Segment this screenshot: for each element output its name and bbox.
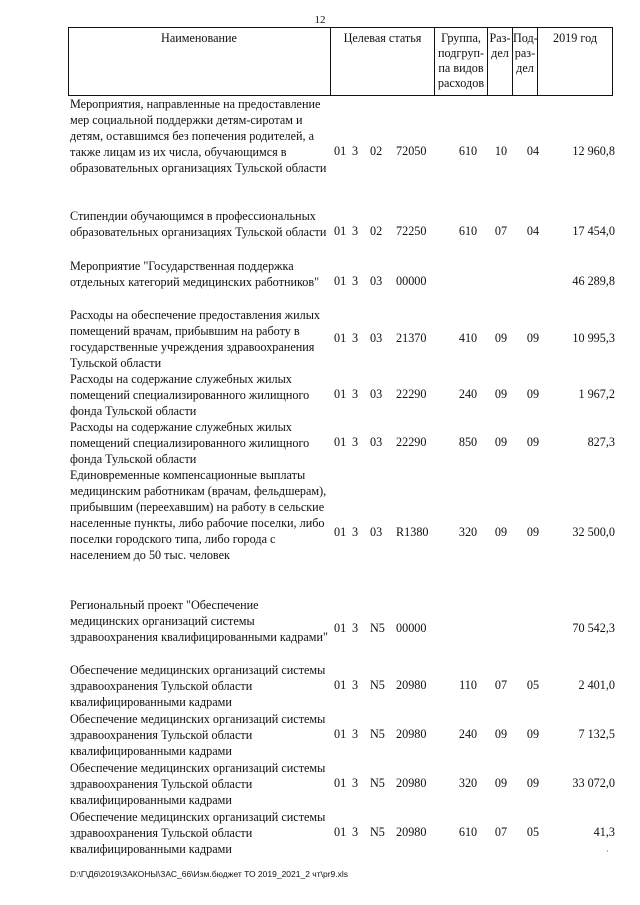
target-direction: 20980 (396, 776, 427, 790)
target-event: 03 (370, 387, 383, 401)
target-program: 01 (334, 621, 347, 635)
razdel-code: 07 (494, 825, 508, 839)
table-row (70, 467, 615, 579)
amount: 2 401,0 (578, 678, 615, 692)
header-group: Группа, подгруп- па видов расходов (435, 27, 488, 96)
target-event: N5 (370, 776, 385, 790)
group-code: 320 (458, 525, 478, 539)
table-row (70, 258, 615, 306)
row-name: Единовременные компенсационные выплаты медицинским работникам (врачам, фельдшерам), прибывшим (переехавшим) на работу в сельские населенные пункты, либо рабочие поселки, либо поселки городского типа, либо города с населением до 50 тыс. человек (70, 468, 327, 562)
razdel-code: 07 (494, 224, 508, 238)
target-subprogram: 3 (352, 678, 359, 692)
podrazdel-code: 09 (526, 331, 540, 345)
target-event: 03 (370, 525, 383, 539)
row-name: Мероприятия, направленные на предоставление мер социальной поддержки детям-сиротам и детям, оставшимся без попечения родителей, а также лицам из их числа, обучающимся в образовательных организациях Тульской области (70, 97, 327, 175)
target-program: 01 (334, 331, 347, 345)
group-code: 610 (458, 144, 478, 158)
row-name: Мероприятие "Государственная поддержка отдельных категорий медицинских работников" (70, 259, 320, 289)
row-name: Расходы на содержание служебных жилых помещений специализированного жилищного фонда Тульской области (70, 372, 310, 418)
row-name: Обеспечение медицинских организаций системы здравоохранения Тульской области квалифицированными кадрами (70, 761, 326, 807)
table-row (70, 662, 615, 710)
podrazdel-code: 09 (526, 776, 540, 790)
target-event: N5 (370, 825, 385, 839)
header-year: 2019 год (538, 27, 613, 96)
target-program: 01 (334, 224, 347, 238)
razdel-code: 09 (494, 387, 508, 401)
target-program: 01 (334, 387, 347, 401)
table-row (70, 809, 615, 857)
target-event: N5 (370, 678, 385, 692)
amount: 33 072,0 (572, 776, 615, 790)
podrazdel-code: 09 (526, 435, 540, 449)
target-event: N5 (370, 727, 385, 741)
table-row (70, 760, 615, 808)
target-subprogram: 3 (352, 224, 359, 238)
razdel-code: 10 (494, 144, 508, 158)
podrazdel-code: 04 (526, 144, 540, 158)
target-event: 03 (370, 331, 383, 345)
amount: 17 454,0 (572, 224, 615, 238)
target-program: 01 (334, 274, 347, 288)
amount: 10 995,3 (572, 331, 615, 345)
amount: 32 500,0 (572, 525, 615, 539)
amount: 41,3 (593, 825, 615, 839)
group-code: 610 (458, 224, 478, 238)
row-name: Обеспечение медицинских организаций системы здравоохранения Тульской области квалифицированными кадрами (70, 663, 326, 709)
razdel-code: 09 (494, 727, 508, 741)
row-name: Обеспечение медицинских организаций системы здравоохранения Тульской области квалифицированными кадрами (70, 712, 326, 758)
table-row (70, 711, 615, 759)
target-program: 01 (334, 144, 347, 158)
razdel-code: 09 (494, 776, 508, 790)
razdel-code: 09 (494, 331, 508, 345)
target-direction: 20980 (396, 825, 427, 839)
target-direction: 72050 (396, 144, 427, 158)
podrazdel-code: 09 (526, 727, 540, 741)
razdel-code: 07 (494, 678, 508, 692)
target-program: 01 (334, 776, 347, 790)
target-subprogram: 3 (352, 727, 359, 741)
page-number: 12 (314, 14, 326, 26)
row-name: Региональный проект "Обеспечение медицинских организаций системы здравоохранения квалифицированными кадрами" (70, 598, 328, 644)
target-subprogram: 3 (352, 621, 359, 635)
group-code: 240 (458, 387, 478, 401)
header-podrazdel: Под- раз- дел (513, 27, 538, 96)
target-subprogram: 3 (352, 274, 359, 288)
target-program: 01 (334, 825, 347, 839)
amount: 1 967,2 (578, 387, 615, 401)
header-target: Целевая статья (331, 27, 435, 96)
target-event: 03 (370, 435, 383, 449)
header-name: Наименование (68, 27, 331, 96)
target-event: 03 (370, 274, 383, 288)
group-code: 850 (458, 435, 478, 449)
group-code: 410 (458, 331, 478, 345)
table-row (70, 371, 615, 419)
podrazdel-code: 05 (526, 825, 540, 839)
target-subprogram: 3 (352, 331, 359, 345)
target-subprogram: 3 (352, 435, 359, 449)
amount: 70 542,3 (572, 621, 615, 635)
target-event: 02 (370, 224, 383, 238)
target-event: 02 (370, 144, 383, 158)
file-path-footer: D:\Г\Д6\2019\ЗАКОНЫ\ЗАС_66\Изм.бюджет ТО 2019_2021_2 чт\pr9.xls (70, 869, 349, 879)
amount: 12 960,8 (572, 144, 615, 158)
group-code: 610 (458, 825, 478, 839)
table-row (70, 419, 615, 467)
target-program: 01 (334, 525, 347, 539)
group-code: 240 (458, 727, 478, 741)
podrazdel-code: 05 (526, 678, 540, 692)
target-event: N5 (370, 621, 385, 635)
header-razdel: Раз- дел (488, 27, 513, 96)
target-direction: 00000 (396, 621, 427, 635)
podrazdel-code: 04 (526, 224, 540, 238)
target-program: 01 (334, 727, 347, 741)
target-direction: 22290 (396, 435, 427, 449)
table-header (68, 27, 613, 96)
podrazdel-code: 09 (526, 525, 540, 539)
target-subprogram: 3 (352, 776, 359, 790)
target-program: 01 (334, 435, 347, 449)
razdel-code: 09 (494, 435, 508, 449)
target-direction: 20980 (396, 678, 427, 692)
group-code: 320 (458, 776, 478, 790)
table-row (70, 96, 615, 192)
row-name: Обеспечение медицинских организаций системы здравоохранения Тульской области квалифицированными кадрами (70, 810, 326, 856)
target-subprogram: 3 (352, 387, 359, 401)
amount: 46 289,8 (572, 274, 615, 288)
target-direction: 21370 (396, 331, 427, 345)
table-row (70, 208, 615, 256)
amount: 7 132,5 (578, 727, 615, 741)
target-direction: R1380 (396, 525, 429, 539)
target-direction: 20980 (396, 727, 427, 741)
table-row (70, 307, 615, 371)
target-direction: 22290 (396, 387, 427, 401)
target-program: 01 (334, 678, 347, 692)
target-subprogram: 3 (352, 825, 359, 839)
group-code: 110 (459, 678, 477, 692)
target-direction: 72250 (396, 224, 427, 238)
corner-mark: · (606, 847, 609, 856)
target-direction: 00000 (396, 274, 427, 288)
target-subprogram: 3 (352, 525, 359, 539)
target-subprogram: 3 (352, 144, 359, 158)
row-name: Стипендии обучающимся в профессиональных образовательных организациях Тульской области (70, 209, 327, 239)
table-row (70, 597, 615, 661)
row-name: Расходы на обеспечение предоставления жилых помещений врачам, прибывшим на работу в государственные учреждения здравоохранения Тульской области (70, 308, 320, 370)
razdel-code: 09 (494, 525, 508, 539)
row-name: Расходы на содержание служебных жилых помещений специализированного жилищного фонда Тульской области (70, 420, 310, 466)
podrazdel-code: 09 (526, 387, 540, 401)
amount: 827,3 (587, 435, 615, 449)
